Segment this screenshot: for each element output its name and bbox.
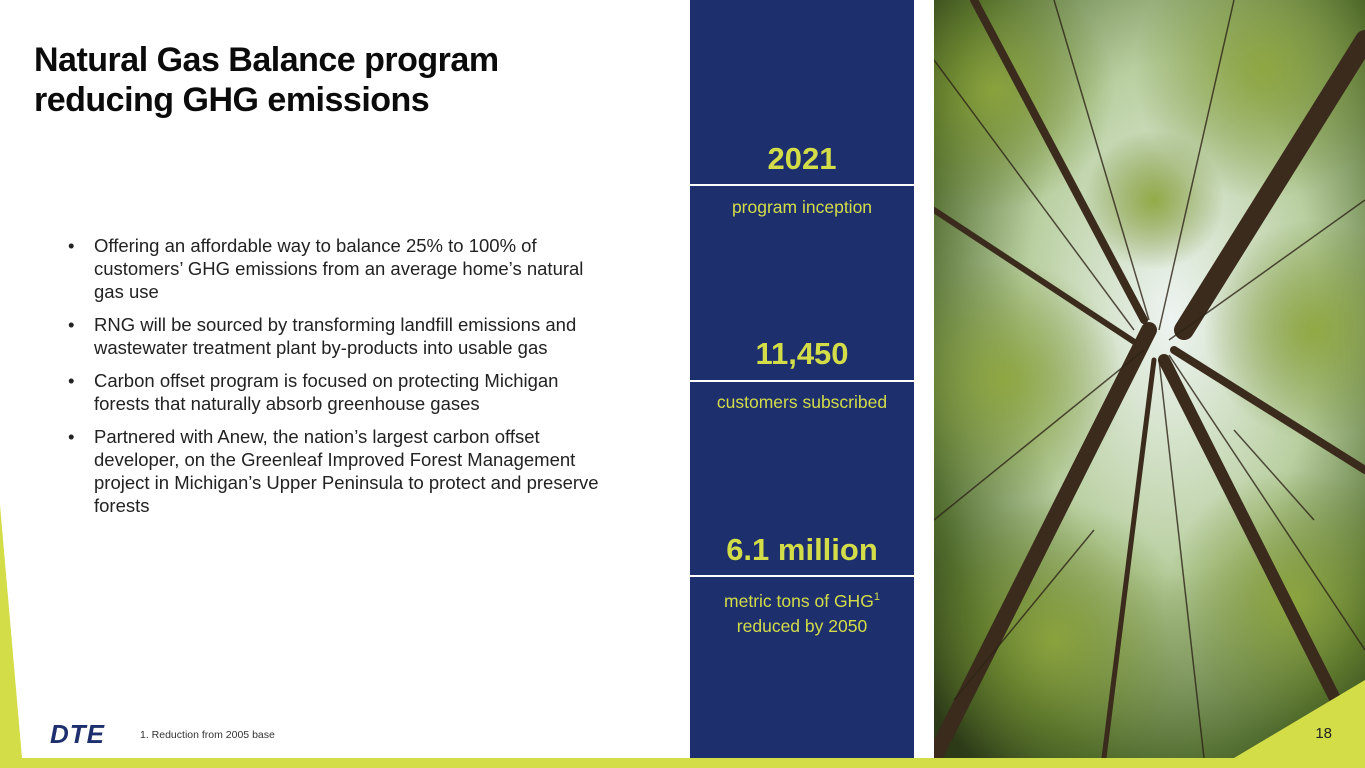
bullet-item: • RNG will be sourced by transforming landfill emissions and wastewater treatment plant by-products into usable gas [66,313,606,359]
stat-label-tons-line1: metric tons of GHG [724,590,874,611]
bullet-list [66,234,606,527]
stat-value-inception: 2021 [767,141,837,176]
title-line-1: Natural Gas Balance program [34,41,499,79]
dte-logo-icon: DTE [50,719,105,749]
stat-divider [690,184,914,186]
footnote-marker: 1 [873,591,880,603]
bullet-item: • Partnered with Anew, the nation’s largest carbon offset developer, on the Greenleaf Improved Forest Management project in Michigan’s Upper Peninsula to protect and preserve forests [66,425,606,517]
bullet-item: • Carbon offset program is focused on protecting Michigan forests that naturally absorb greenhouse gases [66,369,606,415]
stat-divider [690,575,914,577]
stat-label-inception: program inception [731,197,873,217]
page-number: 18 [1315,725,1332,742]
stat-value-customers: 11,450 [755,336,849,371]
stat-label-tons-line2: reduced by 2050 [736,615,868,636]
bullet-item: • Offering an affordable way to balance 25% to 100% of customers’ GHG emissions from an average home’s natural gas use [66,234,606,303]
page-title [34,40,634,120]
footnote: 1. Reduction from 2005 base [140,729,275,741]
stat-label-customers: customers subscribed [716,392,888,412]
forest-canopy-image [934,0,1365,758]
stat-label-tons [690,585,914,639]
title-line-2: reducing GHG emissions [34,81,430,119]
stats-panel [690,0,914,758]
stat-divider [690,380,914,382]
bottom-accent-bar [0,758,1365,768]
stat-value-tons: 6.1 million [726,532,878,567]
